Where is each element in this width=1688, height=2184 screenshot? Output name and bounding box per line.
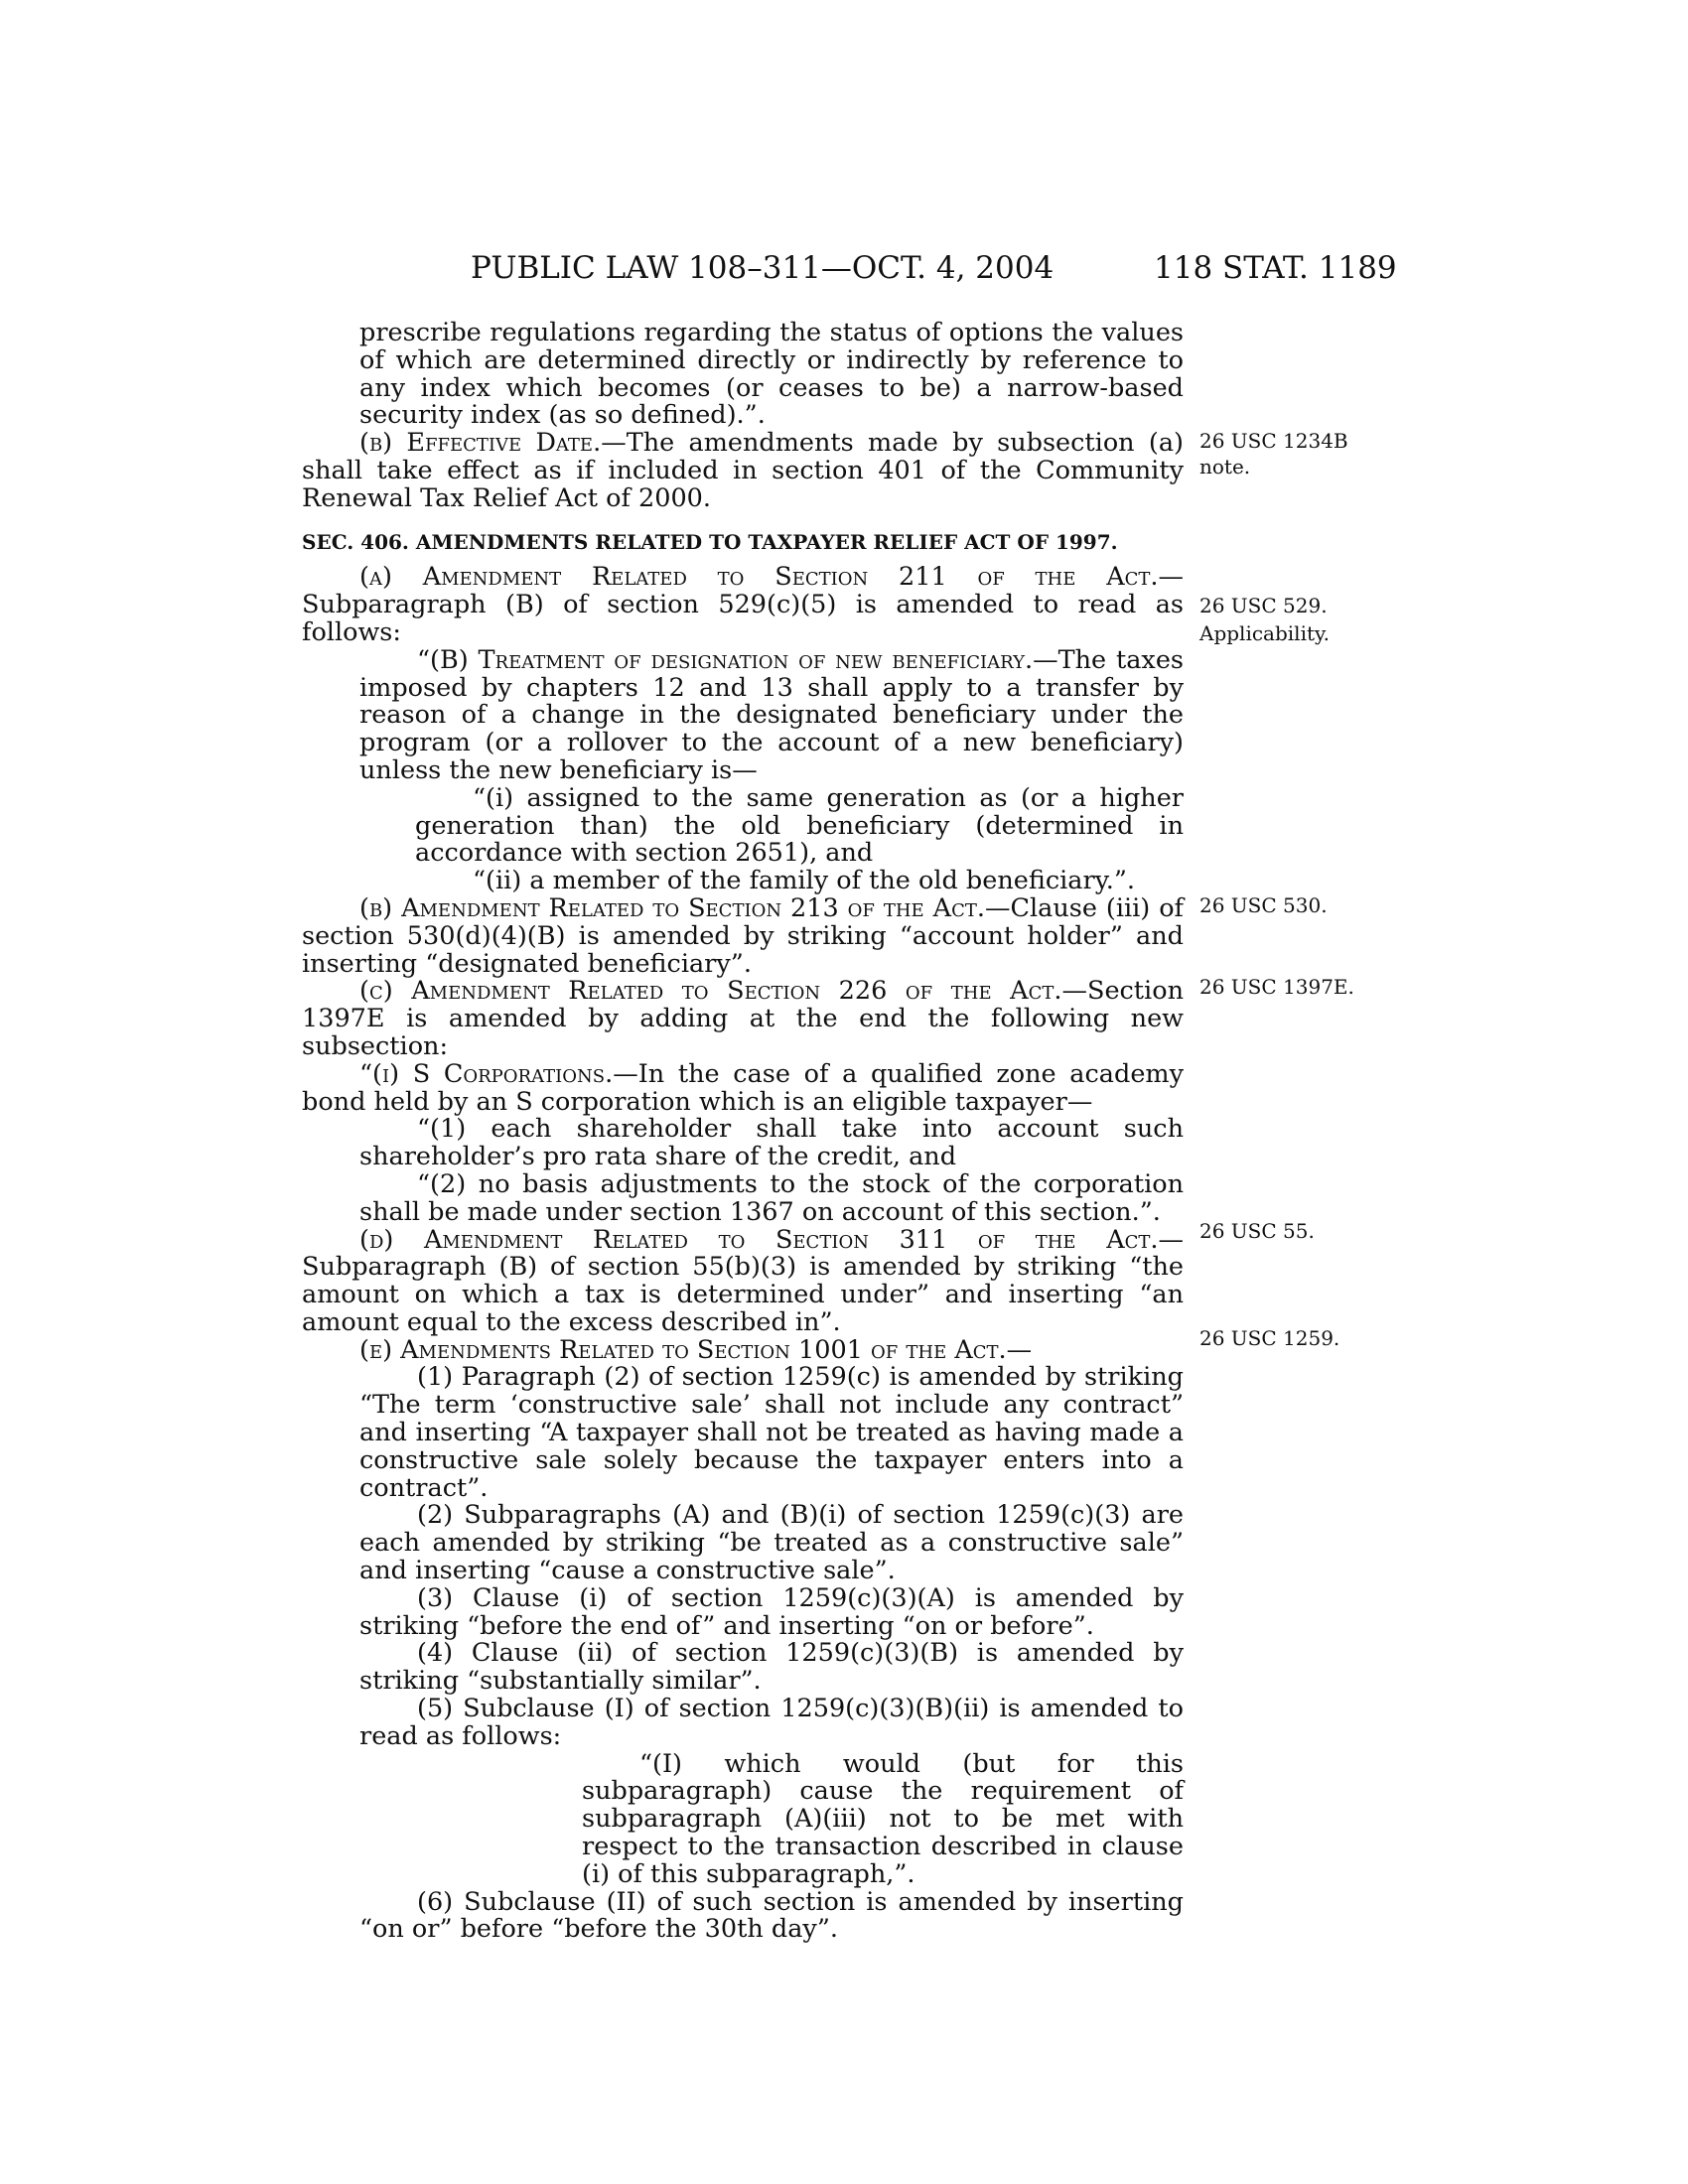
margin-note-530: 26 USC 530. [1199,893,1328,917]
subparagraph-b-body: —The taxes imposed by chapters 12 and 13 shall apply to a transfer by reason of a change in the designated beneficiary under the program (or a rollover to the account of a new beneficiary) unless the new beneficiary is— [359,644,1184,785]
paragraph-a-subparagraph-b [302,644,1184,785]
paragraph-b-body: —Clause (iii) of section 530(d)(4)(B) is amended by striking “account holder” and inserting “designated beneficiary”. [302,892,1184,979]
paragraph-a-heading: (a) Amendment Related to Section 211 of the Act. [359,562,1159,593]
margin-note-55: 26 USC 55. [1199,1219,1315,1243]
margin-note-note: note. [1199,455,1251,478]
paragraph-e-heading: (e) Amendments Related to Section 1001 of the Act. [359,1334,1007,1365]
subsection-i [302,1058,1184,1117]
subsection-i-heading: “(i) S Corporations. [359,1058,614,1089]
margin-note-1259: 26 USC 1259. [1199,1326,1340,1350]
statute-page-number: 118 STAT. 1189 [1154,250,1397,286]
effective-date-body: —The amendments made by subsection (a) shall take effect as if included in section 401 of the Community Renewal Tax Relief Act of 2000. [302,428,1184,513]
paragraph-c-body: —Section 1397E is amended by adding at the end the following new subsection: [302,976,1184,1061]
subclause-I: “(I) which would (but for this subparagraph) cause the requirement of subparagraph (A)(iii) not to be met with respect to the transaction described in clause (i) of this subparagraph,”. [582,1748,1184,1889]
paragraph-e-dash: — [1006,1334,1033,1365]
paragraph-a [302,564,1184,646]
subsection-i-body: —In the case of a qualified zone academy bond held by an S corporation which is an eligible taxpayer— [302,1058,1184,1117]
section-heading: SEC. 406. AMENDMENTS RELATED TO TAXPAYER RELIEF ACT OF 1997. [302,529,1118,554]
margin-note-applicability: Applicability. [1199,621,1330,645]
paragraph-d [302,1224,1184,1337]
paragraph-e [302,1334,1184,1365]
paragraph-c [302,978,1184,1060]
margin-note-529: 26 USC 529. [1199,594,1328,617]
main-text-block [302,320,1184,1944]
item-1: “(1) each shareholder shall take into account such shareholder’s pro rata share of the credit, and [359,1114,1184,1172]
paragraph-e-2: (2) Subparagraphs (A) and (B)(i) of section 1259(c)(3) are each amended by striking “be treated as a constructive sale” and inserting “cause a constructive sale”. [359,1500,1184,1586]
paragraph-b [302,892,1184,979]
paragraph-d-body: —Subparagraph (B) of section 55(b)(3) is amended by striking “the amount on which a tax is determined under” and inserting “an amount equal to the excess described in”. [302,1224,1184,1337]
effective-date-heading: (b) Effective Date. [359,428,602,459]
paragraph-continuation: prescribe regulations regarding the status of options the values of which are determined directly or indirectly by reference to any index which becomes (or ceases to be) a narrow-based security index (as so defined).”. [359,318,1184,431]
paragraph-d-heading: (d) Amendment Related to Section 311 of the Act. [359,1224,1159,1255]
item-2: “(2) no basis adjustments to the stock of the corporation shall be made under section 1367 on account of this section.”. [359,1168,1184,1227]
subparagraph-b-heading: “(B) Treatment of designation of new beneficiary. [417,644,1034,675]
margin-note-1234b: 26 USC 1234B [1199,429,1348,453]
paragraph-a-body: —Subparagraph (B) of section 529(c)(5) is amended to read as follows: [302,562,1184,647]
paragraph-e-3: (3) Clause (i) of section 1259(c)(3)(A) is amended by striking “before the end of” and inserting “on or before”. [359,1582,1184,1641]
paragraph-effective-date [302,430,1184,512]
paragraph-b-heading: (b) Amendment Related to Section 213 of the Act. [359,892,985,923]
paragraph-e-5: (5) Subclause (I) of section 1259(c)(3)(B)(ii) is amended to read as follows: [359,1694,1184,1751]
clause-ii: “(ii) a member of the family of the old beneficiary.”. [473,866,1135,896]
margin-note-1397e: 26 USC 1397E. [1199,975,1354,999]
clause-i: “(i) assigned to the same generation as (or a higher generation than) the old beneficiary (determined in accordance with section 2651), and [415,782,1184,869]
paragraph-c-heading: (c) Amendment Related to Section 226 of the Act. [359,976,1062,1007]
running-header-title: PUBLIC LAW 108–311—OCT. 4, 2004 [471,250,1055,286]
paragraph-e-1: (1) Paragraph (2) of section 1259(c) is amended by striking “The term ‘constructive sale’ shall not include any contract” and inserting “A taxpayer shall not be treated as having made a constructive sale solely because the taxpayer enters into a contract”. [359,1362,1184,1503]
paragraph-e-6: (6) Subclause (II) of such section is amended by inserting “on or” before “before the 30th day”. [359,1886,1184,1945]
paragraph-e-4: (4) Clause (ii) of section 1259(c)(3)(B) is amended by striking “substantially similar”. [359,1638,1184,1697]
